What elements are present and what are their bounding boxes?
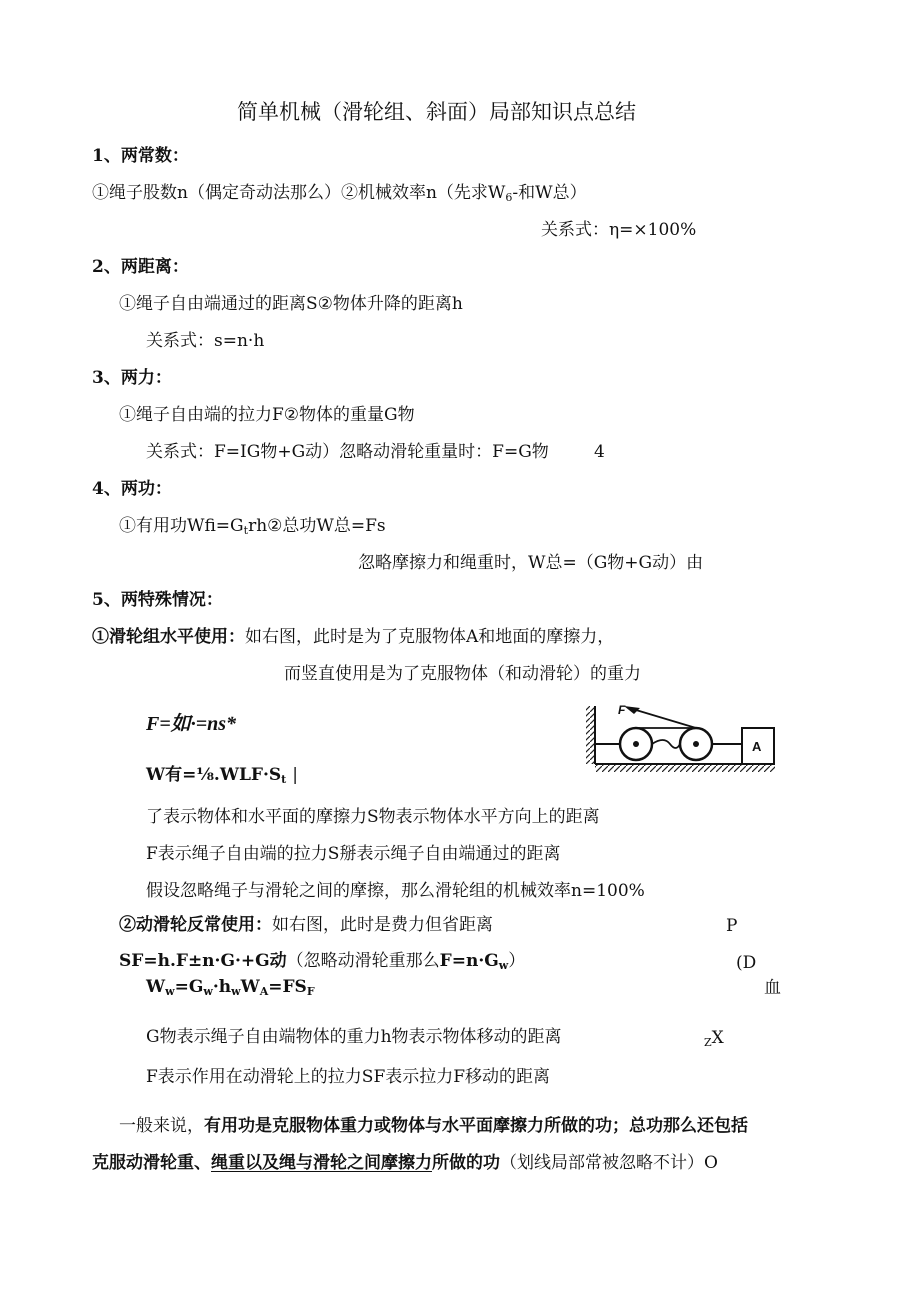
- formula-distance: SF=h.F±n·G·+G动（忽略动滑轮重那么$F=n\cdot G_w$）: [119, 951, 526, 972]
- desc-distance: F表示作用在动滑轮上的拉力SF表示拉力F移动的距离: [146, 1067, 551, 1087]
- horizontal-pulley-figure: [584, 700, 780, 774]
- section-4-line-2: 忽略摩擦力和绳重时，W总=（G物+G动）由: [358, 553, 704, 573]
- case-2-label: ②动滑轮反常使用：: [119, 915, 272, 935]
- ground-hatch: [595, 764, 775, 772]
- desc-friction: 了表示物体和水平面的摩擦力S物表示物体水平方向上的距离: [146, 807, 600, 827]
- formula-work: $W_w=G_w\cdot h_wW_A=FS_F$: [146, 977, 315, 998]
- section-4-line: ①有用功$Wfi=G_trh②$总功W总=Fs: [119, 516, 386, 537]
- rope-middle: [652, 740, 680, 748]
- formula-friction: F=如·=ns*: [146, 713, 237, 735]
- section-2-relation: 关系式：s=n·h: [146, 331, 265, 351]
- side-mark-blood: 血: [764, 978, 781, 998]
- force-arrow-icon: [624, 706, 640, 714]
- section-4-heading: 4、两功：: [92, 479, 172, 499]
- section-1-heading: 1、两常数：: [92, 146, 189, 166]
- summary-line-2: 克服动滑轮重、绳重以及绳与滑轮之间摩擦力所做的功（划线局部常被忽略不计）O: [92, 1153, 718, 1173]
- rope-free-end: [636, 710, 696, 728]
- section-3-number: 4: [594, 442, 605, 462]
- case-1-label: ①滑轮组水平使用：: [92, 627, 245, 647]
- case-1-line: ①滑轮组水平使用：如右图，此时是为了克服物体A和地面的摩擦力，: [92, 627, 615, 647]
- fixed-pulley-axle: [633, 741, 639, 747]
- force-label: F: [618, 703, 626, 717]
- section-2-heading: 2、两距离：: [92, 257, 189, 277]
- moving-pulley-axle: [693, 741, 699, 747]
- side-mark-p: P: [726, 916, 738, 936]
- section-2-line: ①绳子自由端通过的距离S②物体升降的距离h: [119, 294, 463, 314]
- summary-line-1: 一般来说，有用功是克服物体重力或物体与水平面摩擦力所做的功；总功那么还包括: [119, 1116, 748, 1136]
- side-mark-zx: $_Z$X: [704, 1028, 724, 1049]
- formula-useful-work: W有$=\frac{1}{8}.WLF\cdot S_t$ |: [146, 765, 298, 786]
- desc-pull-force: F表示绳子自由端的拉力S掰表示绳子自由端通过的距离: [146, 844, 561, 864]
- page-title: 简单机械（滑轮组、斜面）局部知识点总结: [237, 100, 636, 124]
- block-label: A: [752, 739, 762, 754]
- desc-efficiency: 假设忽略绳子与滑轮之间的摩擦，那么滑轮组的机械效率n=100%: [146, 881, 645, 901]
- section-3-relation: 关系式：F=IG物+G动）忽略动滑轮重量时：F=G物: [146, 442, 549, 462]
- section-1-line: ①绳子股数n（偶定奇动法那么）②机械效率n（先求$W_6-$和W总）: [92, 183, 587, 204]
- section-3-line: ①绳子自由端的拉力F②物体的重量G物: [119, 405, 415, 425]
- section-5-heading: 5、两特殊情况：: [92, 590, 223, 610]
- case-1-line-2: 而竖直使用是为了克服物体（和动滑轮）的重力: [284, 664, 641, 684]
- section-3-heading: 3、两力：: [92, 368, 172, 388]
- desc-gravity: G物表示绳子自由端物体的重力h物表示物体移动的距离: [146, 1027, 562, 1047]
- side-mark-d: (D: [736, 953, 757, 973]
- case-2-line: ②动滑轮反常使用：如右图，此时是费力但省距离: [119, 915, 493, 935]
- section-1-relation: 关系式：η=×100%: [541, 220, 697, 240]
- wall-hatch: [586, 706, 595, 764]
